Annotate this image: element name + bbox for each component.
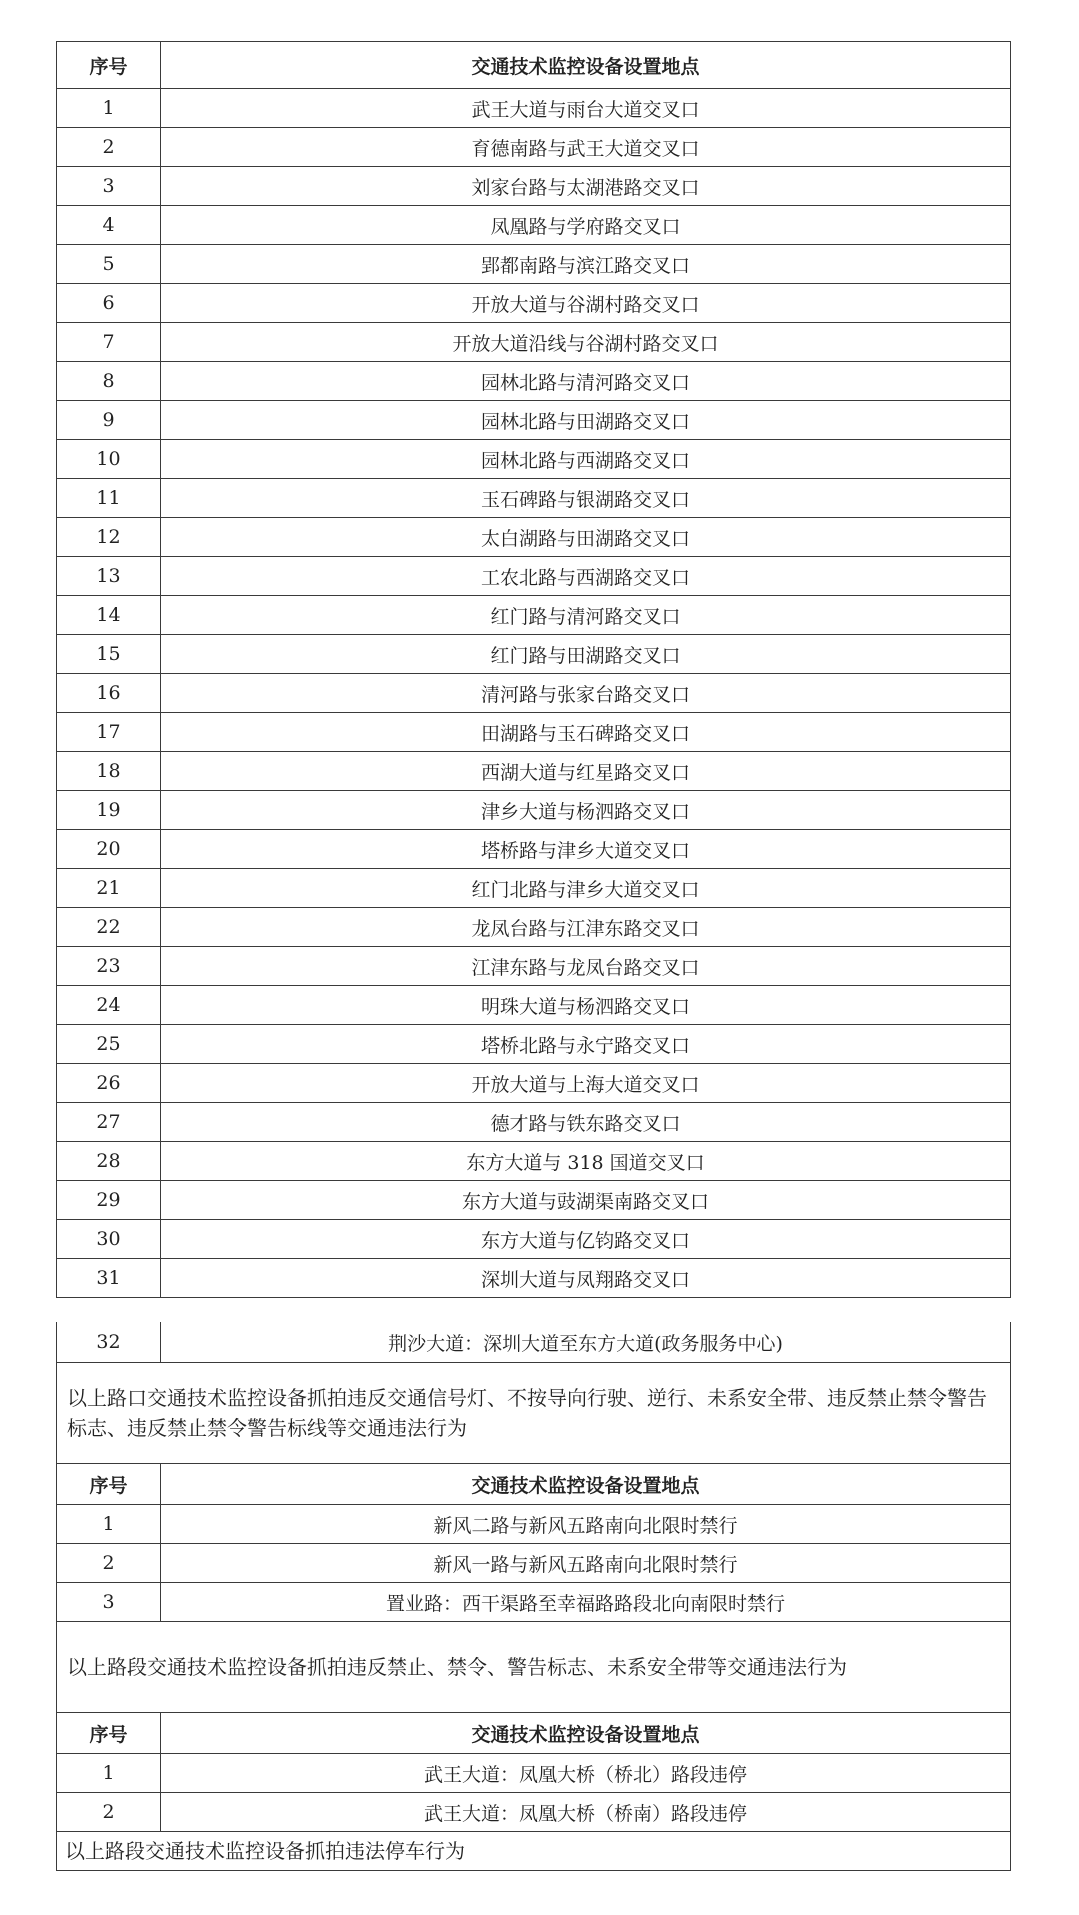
row-seq: 8 — [57, 362, 161, 401]
row-seq: 17 — [57, 713, 161, 752]
row-seq: 10 — [57, 440, 161, 479]
header-seq: 序号 — [57, 1464, 161, 1505]
row-seq: 6 — [57, 284, 161, 323]
table-header-row — [57, 1713, 1011, 1754]
row-seq: 31 — [57, 1259, 161, 1298]
row-location: 工农北路与西湖路交叉口 — [161, 557, 1011, 596]
table-row — [57, 1220, 1011, 1259]
row-seq: 2 — [57, 128, 161, 167]
section-note-row — [57, 1832, 1011, 1871]
row-seq: 5 — [57, 245, 161, 284]
table-row — [57, 947, 1011, 986]
row-location: 东方大道与豉湖渠南路交叉口 — [161, 1181, 1011, 1220]
table-row — [57, 89, 1011, 128]
row-location: 园林北路与清河路交叉口 — [161, 362, 1011, 401]
row-location: 德才路与铁东路交叉口 — [161, 1103, 1011, 1142]
row-location: 武王大道与雨台大道交叉口 — [161, 89, 1011, 128]
table-row — [57, 596, 1011, 635]
table-row — [57, 323, 1011, 362]
table-row — [57, 128, 1011, 167]
row-seq: 7 — [57, 323, 161, 362]
row-seq: 1 — [57, 1505, 161, 1544]
row-seq: 23 — [57, 947, 161, 986]
row-location: 清河路与张家台路交叉口 — [161, 674, 1011, 713]
row-seq: 3 — [57, 167, 161, 206]
row-seq: 22 — [57, 908, 161, 947]
table-row — [57, 1259, 1011, 1298]
table-row — [57, 908, 1011, 947]
header-seq: 序号 — [57, 42, 161, 89]
row-location: 明珠大道与杨泗路交叉口 — [161, 986, 1011, 1025]
header-seq: 序号 — [57, 1713, 161, 1754]
header-location: 交通技术监控设备设置地点 — [161, 42, 1011, 89]
table-row — [57, 986, 1011, 1025]
monitoring-table-part1 — [56, 41, 1011, 1298]
row-location: 深圳大道与凤翔路交叉口 — [161, 1259, 1011, 1298]
row-seq: 15 — [57, 635, 161, 674]
table-row — [57, 518, 1011, 557]
table-header-row — [57, 1464, 1011, 1505]
row-location: 新风一路与新风五路南向北限时禁行 — [161, 1544, 1011, 1583]
row-location: 玉石碑路与银湖路交叉口 — [161, 479, 1011, 518]
row-seq: 28 — [57, 1142, 161, 1181]
row-seq: 2 — [57, 1544, 161, 1583]
table-row — [57, 830, 1011, 869]
table-row — [57, 674, 1011, 713]
row-location: 刘家台路与太湖港路交叉口 — [161, 167, 1011, 206]
row-seq: 25 — [57, 1025, 161, 1064]
section-note-row — [57, 1622, 1011, 1713]
row-location: 津乡大道与杨泗路交叉口 — [161, 791, 1011, 830]
table-row — [57, 557, 1011, 596]
table-row — [57, 479, 1011, 518]
section-note-row — [57, 1363, 1011, 1464]
row-seq: 20 — [57, 830, 161, 869]
row-seq: 29 — [57, 1181, 161, 1220]
row-location: 太白湖路与田湖路交叉口 — [161, 518, 1011, 557]
row-location: 新风二路与新风五路南向北限时禁行 — [161, 1505, 1011, 1544]
row-seq: 9 — [57, 401, 161, 440]
row-seq: 4 — [57, 206, 161, 245]
row-location: 开放大道与谷湖村路交叉口 — [161, 284, 1011, 323]
row-location: 红门北路与津乡大道交叉口 — [161, 869, 1011, 908]
row-location: 江津东路与龙凤台路交叉口 — [161, 947, 1011, 986]
section3-note: 以上路段交通技术监控设备抓拍违法停车行为 — [57, 1832, 1011, 1871]
table-row — [57, 1754, 1011, 1793]
row-location: 东方大道与亿钧路交叉口 — [161, 1220, 1011, 1259]
row-seq: 24 — [57, 986, 161, 1025]
row-seq: 1 — [57, 1754, 161, 1793]
monitoring-table-part2 — [56, 1322, 1011, 1871]
row-seq: 30 — [57, 1220, 161, 1259]
table-row — [57, 1793, 1011, 1832]
row-seq: 26 — [57, 1064, 161, 1103]
table-row — [57, 869, 1011, 908]
table-body — [57, 89, 1011, 1298]
section2-note: 以上路段交通技术监控设备抓拍违反禁止、禁令、警告标志、未系安全带等交通违法行为 — [57, 1622, 1011, 1713]
table-row — [57, 167, 1011, 206]
row-seq: 16 — [57, 674, 161, 713]
row-seq: 14 — [57, 596, 161, 635]
table-row — [57, 362, 1011, 401]
table-row — [57, 1025, 1011, 1064]
table-row — [57, 245, 1011, 284]
row-location: 武王大道：凤凰大桥（桥北）路段违停 — [161, 1754, 1011, 1793]
row-seq: 11 — [57, 479, 161, 518]
row-location: 龙凤台路与江津东路交叉口 — [161, 908, 1011, 947]
table-row — [57, 752, 1011, 791]
row-seq: 12 — [57, 518, 161, 557]
row-seq: 19 — [57, 791, 161, 830]
table-row — [57, 1544, 1011, 1583]
table-row — [57, 1142, 1011, 1181]
table-row — [57, 1064, 1011, 1103]
table-row — [57, 635, 1011, 674]
row-location: 置业路：西干渠路至幸福路路段北向南限时禁行 — [161, 1583, 1011, 1622]
table-row — [57, 1322, 1011, 1363]
table-header-row — [57, 42, 1011, 89]
row-location: 园林北路与西湖路交叉口 — [161, 440, 1011, 479]
row-location: 园林北路与田湖路交叉口 — [161, 401, 1011, 440]
row-location: 东方大道与 318 国道交叉口 — [161, 1142, 1011, 1181]
header-location: 交通技术监控设备设置地点 — [161, 1464, 1011, 1505]
row-location: 红门路与田湖路交叉口 — [161, 635, 1011, 674]
row-location: 田湖路与玉石碑路交叉口 — [161, 713, 1011, 752]
table-row — [57, 440, 1011, 479]
table-row — [57, 713, 1011, 752]
row-location: 塔桥北路与永宁路交叉口 — [161, 1025, 1011, 1064]
row-location: 开放大道与上海大道交叉口 — [161, 1064, 1011, 1103]
row-location: 开放大道沿线与谷湖村路交叉口 — [161, 323, 1011, 362]
row-seq: 2 — [57, 1793, 161, 1832]
row-seq: 27 — [57, 1103, 161, 1142]
row-seq: 18 — [57, 752, 161, 791]
table-row — [57, 1181, 1011, 1220]
row-location: 塔桥路与津乡大道交叉口 — [161, 830, 1011, 869]
row-seq: 21 — [57, 869, 161, 908]
table-row — [57, 1583, 1011, 1622]
table-row — [57, 1505, 1011, 1544]
row-location: 育德南路与武王大道交叉口 — [161, 128, 1011, 167]
section1-note: 以上路口交通技术监控设备抓拍违反交通信号灯、不按导向行驶、逆行、未系安全带、违反禁止禁令警告标志、违反禁止禁令警告标线等交通违法行为 — [57, 1363, 1011, 1464]
row-location: 郢都南路与滨江路交叉口 — [161, 245, 1011, 284]
row-location: 武王大道：凤凰大桥（桥南）路段违停 — [161, 1793, 1011, 1832]
table-row — [57, 791, 1011, 830]
row-location: 凤凰路与学府路交叉口 — [161, 206, 1011, 245]
row-location: 红门路与清河路交叉口 — [161, 596, 1011, 635]
row-location: 荆沙大道：深圳大道至东方大道(政务服务中心) — [161, 1322, 1011, 1363]
table-row — [57, 206, 1011, 245]
row-seq: 13 — [57, 557, 161, 596]
row-seq: 32 — [57, 1322, 161, 1363]
row-location: 西湖大道与红星路交叉口 — [161, 752, 1011, 791]
row-seq: 3 — [57, 1583, 161, 1622]
table-row — [57, 284, 1011, 323]
row-seq: 1 — [57, 89, 161, 128]
header-location: 交通技术监控设备设置地点 — [161, 1713, 1011, 1754]
table-row — [57, 401, 1011, 440]
table-row — [57, 1103, 1011, 1142]
